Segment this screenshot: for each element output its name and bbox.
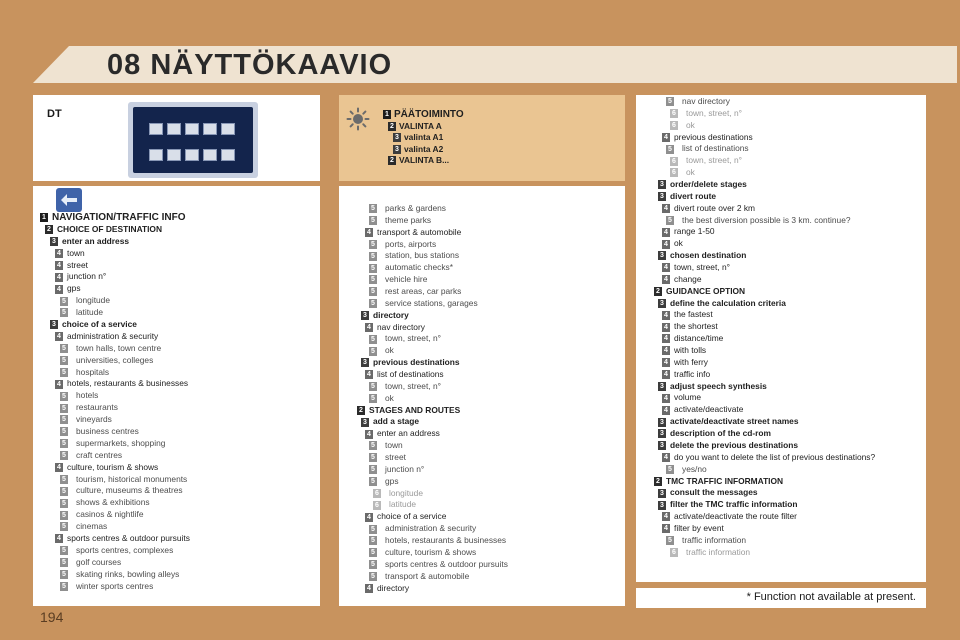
level-badge: 4 [55, 332, 63, 341]
level-badge: 5 [60, 475, 68, 484]
menu-item-label: longitude [389, 487, 423, 498]
menu-item-label: divert route over 2 km [674, 202, 755, 213]
level-badge: 3 [658, 180, 666, 189]
radio-icon [185, 123, 199, 135]
footnote: * Function not available at present. [746, 591, 916, 603]
level-badge: 2 [357, 406, 365, 415]
level-badge: 4 [662, 512, 670, 521]
menu-item-label: hotels [76, 390, 99, 401]
level-badge: 2 [388, 122, 396, 131]
level-badge: 4 [662, 240, 670, 249]
level-badge: 5 [60, 308, 68, 317]
menu-item-label: transport & automobile [377, 226, 462, 237]
level-badge: 4 [55, 380, 63, 389]
menu-item-label: previous destinations [674, 131, 753, 142]
menu-item-label: order/delete stages [670, 179, 747, 190]
menu-item-label: culture, tourism & shows [67, 461, 159, 472]
dt-panel [33, 95, 320, 181]
level-badge: 4 [662, 263, 670, 272]
menu-item-label: delete the previous destinations [670, 439, 798, 450]
menu-item-label: nav directory [377, 321, 425, 332]
level-badge: 5 [666, 465, 674, 474]
level-badge: 3 [658, 382, 666, 391]
menu-item-label: list of destinations [377, 369, 444, 380]
navigation-icon [56, 188, 82, 212]
level-badge: 5 [369, 560, 377, 569]
menu-item-label: hotels, restaurants & businesses [67, 378, 189, 389]
level-badge: 5 [369, 204, 377, 213]
level-badge: 5 [666, 145, 674, 154]
level-badge: 4 [365, 513, 373, 522]
menu-item-label: consult the messages [670, 487, 758, 498]
menu-item-label: culture, tourism & shows [385, 546, 477, 557]
menu-item-label: town, street, n° [385, 333, 441, 344]
menu-item-label: the fastest [674, 309, 713, 320]
traffic-icon [167, 123, 181, 135]
display-screen-surface [133, 107, 253, 173]
level-badge: 5 [60, 404, 68, 413]
menu-item-label: administration & security [385, 523, 477, 534]
menu-item-label: hotels, restaurants & businesses [385, 535, 507, 546]
setup-icon [221, 149, 235, 161]
level-badge: 4 [365, 584, 373, 593]
level-badge: 4 [662, 358, 670, 367]
menu-item-label: with ferry [674, 356, 708, 367]
menu-item-label: tourism, historical monuments [76, 473, 188, 484]
menu-item-label: PÄÄTOIMINTO [394, 109, 464, 120]
level-badge: 1 [40, 213, 48, 222]
menu-item-label: parks & gardens [385, 203, 446, 213]
level-badge: 6 [670, 168, 678, 177]
level-badge: 5 [369, 264, 377, 273]
level-badge: 4 [55, 534, 63, 543]
menu-item-label: distance/time [674, 333, 724, 344]
menu-item-label: town halls, town centre [76, 342, 162, 353]
menu-item-label: vehicle hire [385, 274, 428, 285]
level-badge: 5 [369, 465, 377, 474]
level-badge: 6 [670, 121, 678, 130]
level-badge: 5 [369, 382, 377, 391]
phone-icon [203, 123, 217, 135]
menu-item-label: winter sports centres [76, 580, 154, 591]
menu-item-label: filter the TMC traffic information [670, 499, 798, 510]
menu-item-label: do you want to delete the list of previous destinations? [674, 451, 876, 462]
level-badge: 4 [55, 285, 63, 294]
menu-item-label: traffic information [686, 546, 751, 557]
menu-item-label: description of the cd-rom [670, 428, 771, 439]
level-badge: 4 [365, 228, 373, 237]
menu-item-label: with tolls [674, 345, 707, 356]
menu-item-label: gps [67, 283, 81, 294]
level-badge: 4 [55, 261, 63, 270]
menu-item-label: list of destinations [682, 143, 749, 154]
level-badge: 1 [383, 110, 391, 119]
menu-item-label: street [385, 452, 406, 463]
level-badge: 2 [388, 156, 396, 165]
level-badge: 3 [393, 145, 401, 154]
sun-icon [346, 107, 370, 131]
level-badge: 4 [662, 311, 670, 320]
level-badge: 5 [60, 499, 68, 508]
level-badge: 4 [662, 133, 670, 142]
level-badge: 3 [658, 192, 666, 201]
level-badge: 5 [60, 582, 68, 591]
level-badge: 5 [369, 275, 377, 284]
level-badge: 3 [361, 311, 369, 320]
level-badge: 4 [662, 370, 670, 379]
level-badge: 5 [369, 548, 377, 557]
level-badge: 5 [369, 394, 377, 403]
level-badge: 5 [369, 287, 377, 296]
menu-item-label: business centres [76, 426, 139, 437]
level-badge: 4 [365, 323, 373, 332]
menu-item-label: restaurants [76, 402, 118, 413]
level-badge: 3 [658, 489, 666, 498]
menu-item-label: GUIDANCE OPTION [666, 285, 746, 296]
main-function-panel [339, 95, 625, 181]
level-badge: 3 [658, 501, 666, 510]
menu-item-label: gps [385, 475, 399, 486]
menu-item-label: enter an address [62, 235, 130, 246]
level-badge: 4 [55, 249, 63, 258]
level-badge: 5 [60, 415, 68, 424]
menu-item-label: theme parks [385, 214, 432, 225]
level-badge: 3 [50, 320, 58, 329]
menu-item-label: valinta A2 [404, 143, 444, 154]
level-badge: 3 [361, 358, 369, 367]
level-badge: 5 [369, 252, 377, 261]
menu-item-label: ok [385, 345, 394, 356]
level-badge: 5 [369, 216, 377, 225]
level-badge: 5 [60, 392, 68, 401]
menu-item-label: service stations, garages [385, 297, 478, 308]
level-badge: 5 [60, 558, 68, 567]
level-badge: 5 [666, 97, 674, 106]
menu-item-label: casinos & nightlife [76, 509, 144, 520]
menu-item-label: universities, colleges [76, 354, 154, 365]
menu-item-label: junction n° [67, 271, 107, 282]
menu-item-label: activate/deactivate street names [670, 416, 799, 427]
settings-icon [167, 149, 181, 161]
level-badge: 5 [60, 427, 68, 436]
level-badge: 4 [662, 275, 670, 284]
menu-item-label: NAVIGATION/TRAFFIC INFO [52, 212, 186, 223]
navigation-menu-continued [339, 186, 625, 606]
menu-item-label: range 1-50 [674, 226, 715, 237]
menu-item-label: valinta A1 [404, 132, 444, 142]
menu-item-label: shows & exhibitions [76, 497, 150, 508]
level-badge: 3 [658, 299, 666, 308]
level-badge: 4 [365, 370, 373, 379]
menu-item-label: VALINTA A [399, 120, 442, 131]
menu-item-label: station, bus stations [385, 250, 460, 261]
level-badge: 5 [60, 546, 68, 555]
level-badge: 5 [369, 347, 377, 356]
menu-item-label: previous destinations [373, 357, 460, 368]
menu-item-label: enter an address [377, 428, 440, 439]
menu-item-label: junction n° [385, 463, 425, 474]
menu-item-label: activate/deactivate the route filter [674, 511, 797, 522]
menu-icon [221, 123, 235, 135]
menu-item-label: TMC TRAFFIC INFORMATION [666, 475, 784, 486]
level-badge: 4 [662, 334, 670, 343]
menu-item-label: skating rinks, bowling alleys [76, 568, 180, 579]
level-badge: 5 [60, 439, 68, 448]
menu-item-label: ports, airports [385, 238, 437, 249]
menu-item-label: chosen destination [670, 250, 747, 261]
level-badge: 4 [662, 394, 670, 403]
level-badge: 3 [361, 418, 369, 427]
menu-item-label: volume [674, 392, 701, 403]
menu-item-label: town [67, 247, 85, 258]
page-title: 08 NÄYTTÖKAAVIO [107, 49, 393, 81]
menu-item-label: administration & security [67, 330, 159, 341]
level-badge: 5 [369, 572, 377, 581]
menu-item-label: town, street, n° [686, 155, 742, 166]
menu-item-label: ok [385, 392, 394, 403]
level-badge: 5 [60, 297, 68, 306]
menu-item-label: culture, museums & theatres [76, 485, 183, 496]
level-badge: 6 [373, 501, 381, 510]
menu-item-label: divert route [670, 190, 717, 201]
level-badge: 4 [662, 524, 670, 533]
level-badge: 2 [45, 225, 53, 234]
menu-item-label: town, street, n° [674, 262, 730, 273]
level-badge: 4 [662, 228, 670, 237]
menu-item-label: ok [674, 238, 683, 249]
menu-item-label: choice of a service [377, 511, 447, 522]
level-badge: 5 [369, 240, 377, 249]
menu-item-label: directory [377, 582, 410, 593]
level-badge: 4 [662, 323, 670, 332]
level-badge: 3 [393, 133, 401, 142]
level-badge: 4 [662, 406, 670, 415]
menu-item-label: craft centres [76, 449, 123, 460]
level-badge: 6 [373, 489, 381, 498]
level-badge: 3 [658, 251, 666, 260]
menu-item-label: define the calculation criteria [670, 297, 786, 308]
menu-item-label: adjust speech synthesis [670, 380, 767, 391]
music-icon [185, 149, 199, 161]
level-badge: 3 [658, 441, 666, 450]
navigation-icon [149, 123, 163, 135]
level-badge: 5 [60, 511, 68, 520]
menu-item-label: ok [686, 167, 695, 178]
menu-item-label: traffic information [682, 534, 747, 545]
level-badge: 5 [60, 451, 68, 460]
menu-item-label: yes/no [682, 463, 707, 474]
level-badge: 4 [365, 430, 373, 439]
level-badge: 5 [369, 536, 377, 545]
menu-item-label: STAGES AND ROUTES [369, 404, 461, 415]
level-badge: 3 [658, 418, 666, 427]
menu-item-label: sports centres & outdoor pursuits [67, 533, 190, 544]
menu-item-label: vineyards [76, 414, 112, 425]
menu-item-label: filter by event [674, 522, 724, 533]
level-badge: 6 [670, 548, 678, 557]
footnote-box [636, 588, 926, 608]
display-screen [128, 102, 258, 178]
menu-item-label: nav directory [682, 96, 730, 106]
navigation-menu-end [636, 95, 926, 582]
menu-item-label: cinemas [76, 521, 108, 532]
menu-item-label: CHOICE OF DESTINATION [57, 223, 162, 234]
level-badge: 2 [654, 287, 662, 296]
level-badge: 5 [369, 299, 377, 308]
menu-item-label: automatic checks* [385, 262, 453, 273]
level-badge: 2 [654, 477, 662, 486]
level-badge: 5 [369, 441, 377, 450]
level-badge: 4 [55, 273, 63, 282]
menu-item-label: hospitals [76, 366, 110, 377]
level-badge: 4 [662, 204, 670, 213]
level-badge: 4 [662, 453, 670, 462]
menu-item-label: latitude [389, 499, 417, 510]
menu-item-label: town, street, n° [385, 380, 441, 391]
level-badge: 5 [369, 335, 377, 344]
video-icon [203, 149, 217, 161]
level-badge: 3 [658, 429, 666, 438]
navigation-menu-panel [33, 186, 320, 606]
menu-item-label: town [385, 440, 403, 451]
menu-item-label: sports centres, complexes [76, 544, 174, 555]
level-badge: 3 [50, 237, 58, 246]
menu-item-label: the best diversion possible is 3 km. continue? [682, 214, 851, 225]
level-badge: 5 [60, 487, 68, 496]
level-badge: 5 [60, 522, 68, 531]
level-badge: 5 [666, 536, 674, 545]
level-badge: 6 [670, 157, 678, 166]
menu-item-label: street [67, 259, 88, 270]
menu-item-label: latitude [76, 307, 104, 318]
menu-item-label: the shortest [674, 321, 718, 332]
page-number: 194 [40, 609, 64, 625]
menu-item-label: golf courses [76, 556, 122, 567]
menu-item-label: directory [373, 309, 409, 320]
dt-label: DT [47, 108, 62, 120]
level-badge: 4 [662, 346, 670, 355]
menu-item-label: traffic info [674, 368, 711, 379]
level-badge: 5 [60, 344, 68, 353]
menu-item-label: ok [686, 119, 695, 130]
menu-item-label: activate/deactivate [674, 404, 744, 415]
level-badge: 5 [369, 477, 377, 486]
level-badge: 5 [60, 570, 68, 579]
audio-icon [149, 149, 163, 161]
level-badge: 5 [60, 368, 68, 377]
menu-item-label: change [674, 273, 702, 284]
level-badge: 4 [55, 463, 63, 472]
menu-item-label: sports centres & outdoor pursuits [385, 558, 508, 569]
menu-item-label: transport & automobile [385, 570, 470, 581]
level-badge: 5 [666, 216, 674, 225]
menu-item-label: add a stage [373, 416, 420, 427]
level-badge: 6 [670, 109, 678, 118]
level-badge: 5 [369, 453, 377, 462]
menu-item-label: longitude [76, 295, 110, 306]
menu-item-label: town, street, n° [686, 107, 742, 118]
menu-item-label: choice of a service [62, 319, 137, 330]
level-badge: 5 [60, 356, 68, 365]
level-badge: 5 [369, 525, 377, 534]
menu-item-label: rest areas, car parks [385, 286, 462, 297]
menu-item-label: VALINTA B... [399, 155, 450, 165]
menu-item-label: supermarkets, shopping [76, 437, 166, 448]
